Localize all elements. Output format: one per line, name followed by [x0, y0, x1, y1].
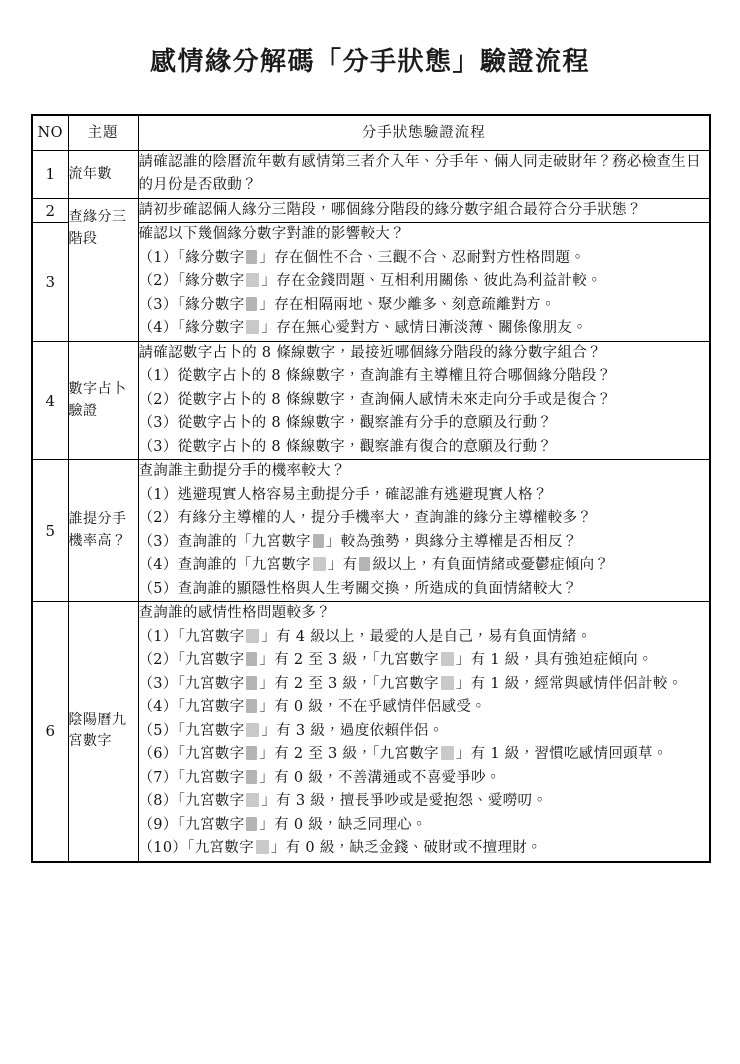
list-item-number: （3）: [138, 675, 178, 692]
list-item-text: 」有 1 級，經常與感情伴侶計較。: [455, 675, 683, 692]
column-header-topic: 主題: [68, 115, 138, 151]
list-item-text: 查詢誰的「九宮數字: [177, 533, 311, 550]
list-item-number: （2）: [138, 273, 178, 290]
list-item-text: 「九宮數字: [177, 816, 245, 833]
redacted-number: [313, 557, 326, 571]
list-item-number: （2）: [138, 391, 178, 408]
redacted-number: [246, 250, 257, 264]
redacted-number: [246, 723, 259, 737]
list-item-text: 「緣分數字: [177, 296, 245, 313]
table-row: [32, 602, 710, 862]
list-item-text: 」有 0 級，缺乏同理心。: [259, 816, 427, 833]
cell-topic: [68, 602, 138, 862]
list-item-text: 「緣分數字: [177, 273, 245, 290]
list-item-text: 」有 1 級，習慣吃感情回頭草。: [455, 746, 668, 763]
cell-flow-content: [138, 198, 710, 222]
list-item-text: 」較為強勢，與緣分主導權是否相反？: [325, 533, 578, 550]
page-title: 感情緣分解碼「分手狀態」驗證流程: [149, 47, 590, 78]
flow-list-item: [139, 247, 710, 270]
list-item-text: 「九宮數字: [187, 840, 254, 857]
list-item-text: 有緣分主導權的人，提分手機率大，查詢誰的緣分主導權較多？: [177, 510, 593, 527]
breakup-verification-table: [31, 114, 711, 863]
list-item-text: 從數字占卜的 8 條線數字，觀察誰有分手的意願及行動？: [177, 415, 553, 432]
column-header-flow: 分手狀態驗證流程: [138, 115, 710, 151]
cell-topic: [68, 460, 138, 602]
topic-label: 流年數: [68, 165, 112, 182]
cell-flow-content: [138, 341, 710, 459]
table-header: [32, 115, 710, 151]
flow-list-item: [139, 484, 710, 507]
flow-list-item: [139, 649, 710, 672]
redacted-number: [246, 652, 257, 666]
redacted-number: [246, 770, 257, 784]
redacted-number: [246, 793, 259, 807]
redacted-number: [441, 746, 454, 760]
list-item-text: 」存在金錢問題、互相利用關係、彼此為利益計較。: [261, 273, 602, 290]
flow-list-item: [139, 270, 710, 293]
list-item-number: （1）: [138, 249, 178, 266]
flow-list-item: [139, 389, 710, 412]
redacted-number: [313, 534, 324, 548]
cell-topic: [68, 198, 138, 341]
list-item-number: （4）: [138, 699, 178, 716]
list-item-text: 逃避現實人格容易主動提分手，確認誰有逃避現實人格？: [177, 486, 548, 503]
topic-label: 查緣分三階段: [68, 208, 127, 247]
list-item-number: （5）: [138, 580, 178, 597]
flow-list-item: [139, 743, 710, 766]
flow-list-item: [139, 507, 710, 530]
list-item-text: 」有 0 級，缺乏金錢、破財或不擅理財。: [270, 840, 542, 857]
list-item-text: 」有: [327, 557, 358, 574]
redacted-number: [256, 840, 269, 854]
list-item-text: 「九宮數字: [177, 652, 245, 669]
flow-list-item: [139, 531, 710, 554]
list-item-text: 「緣分數字: [177, 320, 245, 337]
cell-flow-content: [138, 223, 710, 341]
table-body: [32, 151, 710, 862]
flow-list-item: [139, 578, 710, 601]
cell-flow-content: [138, 602, 710, 862]
flow-lead-text: 請初步確認倆人緣分三階段，哪個緣分階段的緣分數字組合最符合分手狀態？: [138, 201, 642, 218]
redacted-number: [246, 676, 257, 690]
topic-label: 數字占卜驗證: [68, 380, 127, 419]
list-item-text: 」有 1 級，具有強迫症傾向。: [455, 652, 653, 669]
cell-flow-content: [138, 460, 710, 602]
list-item-text: 「緣分數字: [177, 249, 245, 266]
list-item-number: （5）: [138, 722, 178, 739]
redacted-number: [246, 817, 257, 831]
cell-flow-content: [138, 151, 710, 199]
cell-row-number: 4: [32, 341, 68, 459]
list-item-text: 「九宮數字: [177, 746, 245, 763]
cell-row-number: 1: [32, 151, 68, 199]
flow-list-item: [139, 720, 710, 743]
redacted-number: [246, 297, 257, 311]
list-item-text: 從數字占卜的 8 條線數字，觀察誰有復合的意願及行動？: [177, 438, 553, 455]
flow-list-item: [139, 814, 710, 837]
redacted-number: [441, 652, 454, 666]
flow-list-item: [139, 790, 710, 813]
flow-list-item: [139, 294, 710, 317]
list-item-number: （1）: [138, 368, 178, 385]
cell-row-number: 2: [32, 198, 68, 222]
flow-list-item: [139, 317, 710, 340]
list-item-text: 」有 2 至 3 級，「九宮數字: [259, 675, 439, 692]
list-item-number: （3）: [138, 533, 178, 550]
list-item-number: （1）: [138, 628, 178, 645]
cell-topic: [68, 341, 138, 459]
list-item-number: （4）: [138, 557, 178, 574]
list-item-number: （3）: [138, 415, 178, 432]
list-item-text: 」有 0 級，不在乎感情伴侶感受。: [259, 699, 486, 716]
redacted-number: [246, 746, 257, 760]
cell-row-number: 5: [32, 460, 68, 602]
flow-list-item: [139, 673, 710, 696]
table-row: [32, 460, 710, 602]
redacted-number: [246, 273, 259, 287]
flow-list-item: [139, 837, 710, 860]
flow-list-item: [139, 767, 710, 790]
list-item-number: （9）: [138, 816, 178, 833]
list-item-text: 從數字占卜的 8 條線數字，查詢誰有主導權且符合哪個緣分階段？: [177, 368, 612, 385]
flow-lead-text: 請確認誰的陰曆流年數有感情第三者介入年、分手年、倆人同走破財年？務必檢查生日的月份是否啟動？: [138, 154, 701, 194]
flow-lead-text: 確認以下幾個緣分數字對誰的影響較大？: [138, 226, 405, 243]
cell-row-number: 6: [32, 602, 68, 862]
redacted-number: [246, 320, 259, 334]
list-item-text: 」有 4 級以上，最愛的人是自己，易有負面情緒。: [261, 628, 592, 645]
list-item-text: 」存在無心愛對方、感情日漸淡薄、關係像朋友。: [261, 320, 587, 337]
table-container: [31, 114, 709, 863]
list-item-text: 」存在個性不合、三觀不合、忍耐對方性格問題。: [259, 249, 585, 266]
list-item-text: 級以上，有負面情緒或憂鬱症傾向？: [372, 557, 610, 574]
list-item-text: 「九宮數字: [177, 675, 245, 692]
redacted-number: [246, 699, 257, 713]
flow-list-item: [139, 365, 710, 388]
list-item-number: （2）: [138, 510, 178, 527]
flow-list-item: [139, 696, 710, 719]
list-item-text: 」有 3 級，過度依賴伴侶。: [261, 722, 444, 739]
list-item-text: 「九宮數字: [177, 793, 245, 810]
table-header-row: [32, 115, 710, 151]
list-item-text: 「九宮數字: [177, 628, 245, 645]
list-item-text: 查詢誰的「九宮數字: [177, 557, 311, 574]
list-item-number: （2）: [138, 652, 178, 669]
list-item-text: 」有 0 級，不善溝通或不喜愛爭吵。: [259, 769, 501, 786]
list-item-text: 」有 2 至 3 級，「九宮數字: [259, 746, 439, 763]
list-item-text: 「九宮數字: [177, 769, 245, 786]
list-item-number: （7）: [138, 769, 178, 786]
redacted-number: [359, 557, 370, 571]
column-header-no: NO: [32, 115, 68, 151]
cell-topic: [68, 151, 138, 199]
list-item-text: 「九宮數字: [177, 722, 245, 739]
list-item-text: 」存在相隔兩地、聚少離多、刻意疏離對方。: [259, 296, 556, 313]
list-item-number: （3）: [138, 296, 178, 313]
flow-list-item: [139, 554, 710, 577]
document-page: [0, 17, 740, 1064]
flow-lead-text: 查詢誰主動提分手的機率較大？: [138, 463, 346, 480]
table-row: [32, 198, 710, 222]
cell-row-number: 3: [32, 223, 68, 341]
flow-lead-text: 查詢誰的感情性格問題較多？: [138, 605, 331, 622]
list-item-text: 從數字占卜的 8 條線數字，查詢倆人感情未來走向分手或是復合？: [177, 391, 612, 408]
list-item-number: （6）: [138, 746, 178, 763]
topic-label: 誰提分手機率高？: [68, 511, 127, 549]
list-item-text: 查詢誰的顯隱性格與人生考關交換，所造成的負面情緒較大？: [177, 580, 578, 597]
flow-list-item: [139, 436, 710, 459]
list-item-number: （10）: [138, 840, 188, 857]
redacted-number: [246, 629, 259, 643]
list-item-number: （3）: [138, 438, 178, 455]
table-row: [32, 151, 710, 199]
flow-list-item: [139, 626, 710, 649]
list-item-number: （4）: [138, 320, 178, 337]
topic-label: 陰陽曆九宮數字: [68, 711, 127, 750]
list-item-number: （8）: [138, 793, 178, 810]
list-item-text: 」有 3 級，擅長爭吵或是愛抱怨、愛嘮叨。: [261, 793, 548, 810]
flow-lead-text: 請確認數字占卜的 8 條線數字，最接近哪個緣分階段的緣分數字組合？: [138, 344, 602, 361]
list-item-text: 「九宮數字: [177, 699, 245, 716]
flow-list-item: [139, 412, 710, 435]
redacted-number: [441, 676, 454, 690]
list-item-number: （1）: [138, 486, 178, 503]
table-row: [32, 341, 710, 459]
list-item-text: 」有 2 至 3 級，「九宮數字: [259, 652, 439, 669]
